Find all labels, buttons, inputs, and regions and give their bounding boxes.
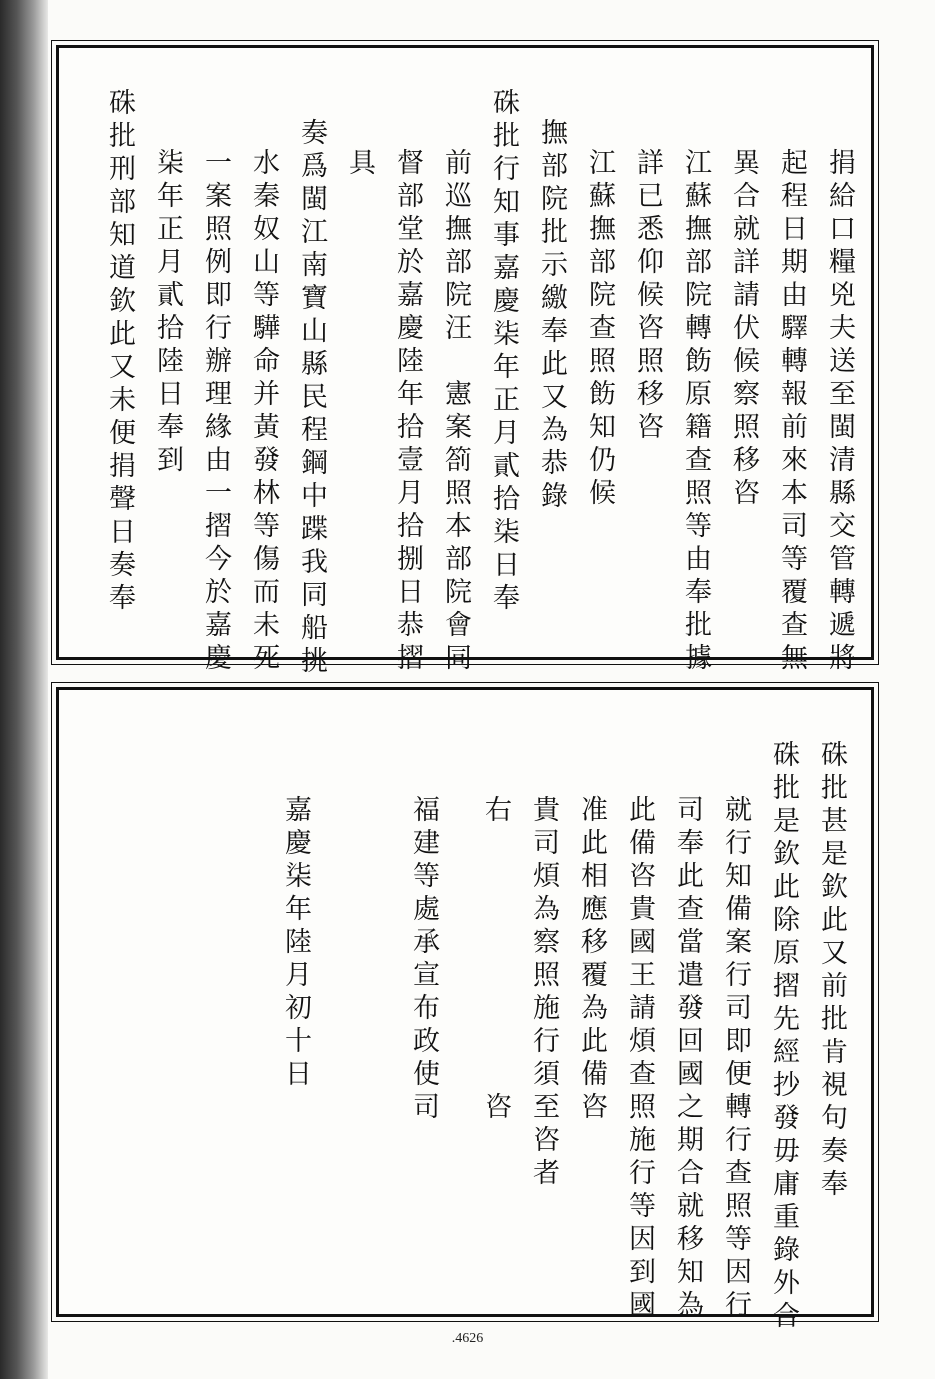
text-column: 司奉此查當遣發回國之期合就移知為 [672,795,703,1323]
text-column: 硃批刑部知道欽此又未便捐聲日奏奉 [104,88,135,616]
text-column: 硃批行知事嘉慶柒年正月貳拾柒日奉 [488,88,519,616]
text-column: 硃批是欽此除原摺先經抄發毋庸重錄外合 [768,740,799,1334]
text-column: 一案照例即行辦理緣由一摺今於嘉慶 [200,148,231,676]
text-column: 撫部院批示繳奉此又為恭錄 [536,118,567,514]
text-column: 江蘇撫部院查照飭知仍候 [584,148,615,511]
text-column: 水秦奴山等驊命并黃發林等傷而未死 [248,148,279,676]
text-column: 福建等處承宣布政使司 [408,795,439,1125]
document-panel-bottom [56,687,874,1334]
book-spine-shadow [0,0,48,1379]
text-column: 柒年正月貳拾陸日奉到 [152,148,183,478]
text-column: 嘉慶柒年陸月初十日 [280,795,311,1092]
text-column: 硃批甚是欽此又前批肯視句奏奉 [816,740,847,1202]
text-column: 前巡撫部院汪 憲案箚照本部院會同 [440,148,471,676]
text-column: 詳已悉仰候咨照移咨 [632,148,663,445]
text-column: 右 咨 [480,795,511,1125]
text-column: 此備咨貴國王請煩查照施行等因到國 [624,795,655,1323]
document-panel-top [56,45,874,679]
text-column: 具 [344,148,375,181]
text-column: 異合就詳請伏候察照移咨 [728,148,759,511]
text-column: 捐給口糧兇夫送至閩清縣交管轉遞將 [824,148,855,676]
text-column: 准此相應移覆為此備咨 [576,795,607,1125]
text-column: 奏爲閩江南寶山縣民程鋼中蹀我同船挑 [296,118,327,679]
page-number: .4626 [451,1331,484,1346]
text-column: 就行知備案行司即便轉行查照等因行 [720,795,751,1323]
text-column: 貴司煩為察照施行須至咨者 [528,795,559,1191]
text-column: 江蘇撫部院轉飭原籍查照等由奉批據 [680,148,711,676]
text-column: 督部堂於嘉慶陸年拾壹月拾捌日恭摺 [392,148,423,676]
text-column: 起程日期由驛轉報前來本司等覆查無 [776,148,807,676]
